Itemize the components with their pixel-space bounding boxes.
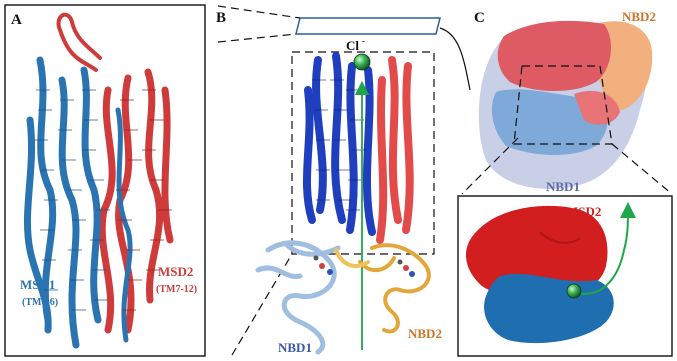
membrane-callout-line	[440, 28, 470, 90]
tmd-red-helices	[380, 60, 410, 240]
msd2-label-a: MSD2	[158, 264, 194, 279]
nbd2-ribbon	[336, 245, 429, 331]
msd1-label-a: MSD1	[20, 277, 56, 292]
panel-c	[458, 9, 672, 356]
nbd1-label-b: NBD1	[278, 340, 312, 355]
msd1-label-inset: MSD1	[500, 321, 536, 336]
nbd1-ribbon	[258, 243, 338, 352]
panel-a	[5, 5, 205, 356]
panel-b	[216, 6, 470, 355]
msd2-label-inset: MSD2	[566, 204, 602, 219]
panel-b-letter: B	[216, 10, 227, 26]
inset-chloride-ion	[567, 284, 581, 298]
chloride-label: Cl	[346, 38, 359, 53]
nbd2-label-b: NBD2	[408, 326, 442, 341]
nbd1-label-c: NBD1	[546, 179, 580, 194]
msd2-sub-label-a: (TM7-12)	[156, 284, 198, 295]
nbd2-label-c: NBD2	[622, 9, 656, 24]
chloride-charge: -	[362, 36, 365, 46]
protein-surface-msd2	[498, 21, 611, 91]
chloride-ion	[354, 54, 370, 70]
panel-c-letter: C	[474, 10, 485, 26]
membrane-slab	[296, 18, 440, 34]
panel-a-letter: A	[11, 12, 22, 28]
msd1-sub-label-a: (TM1-6)	[22, 297, 59, 308]
